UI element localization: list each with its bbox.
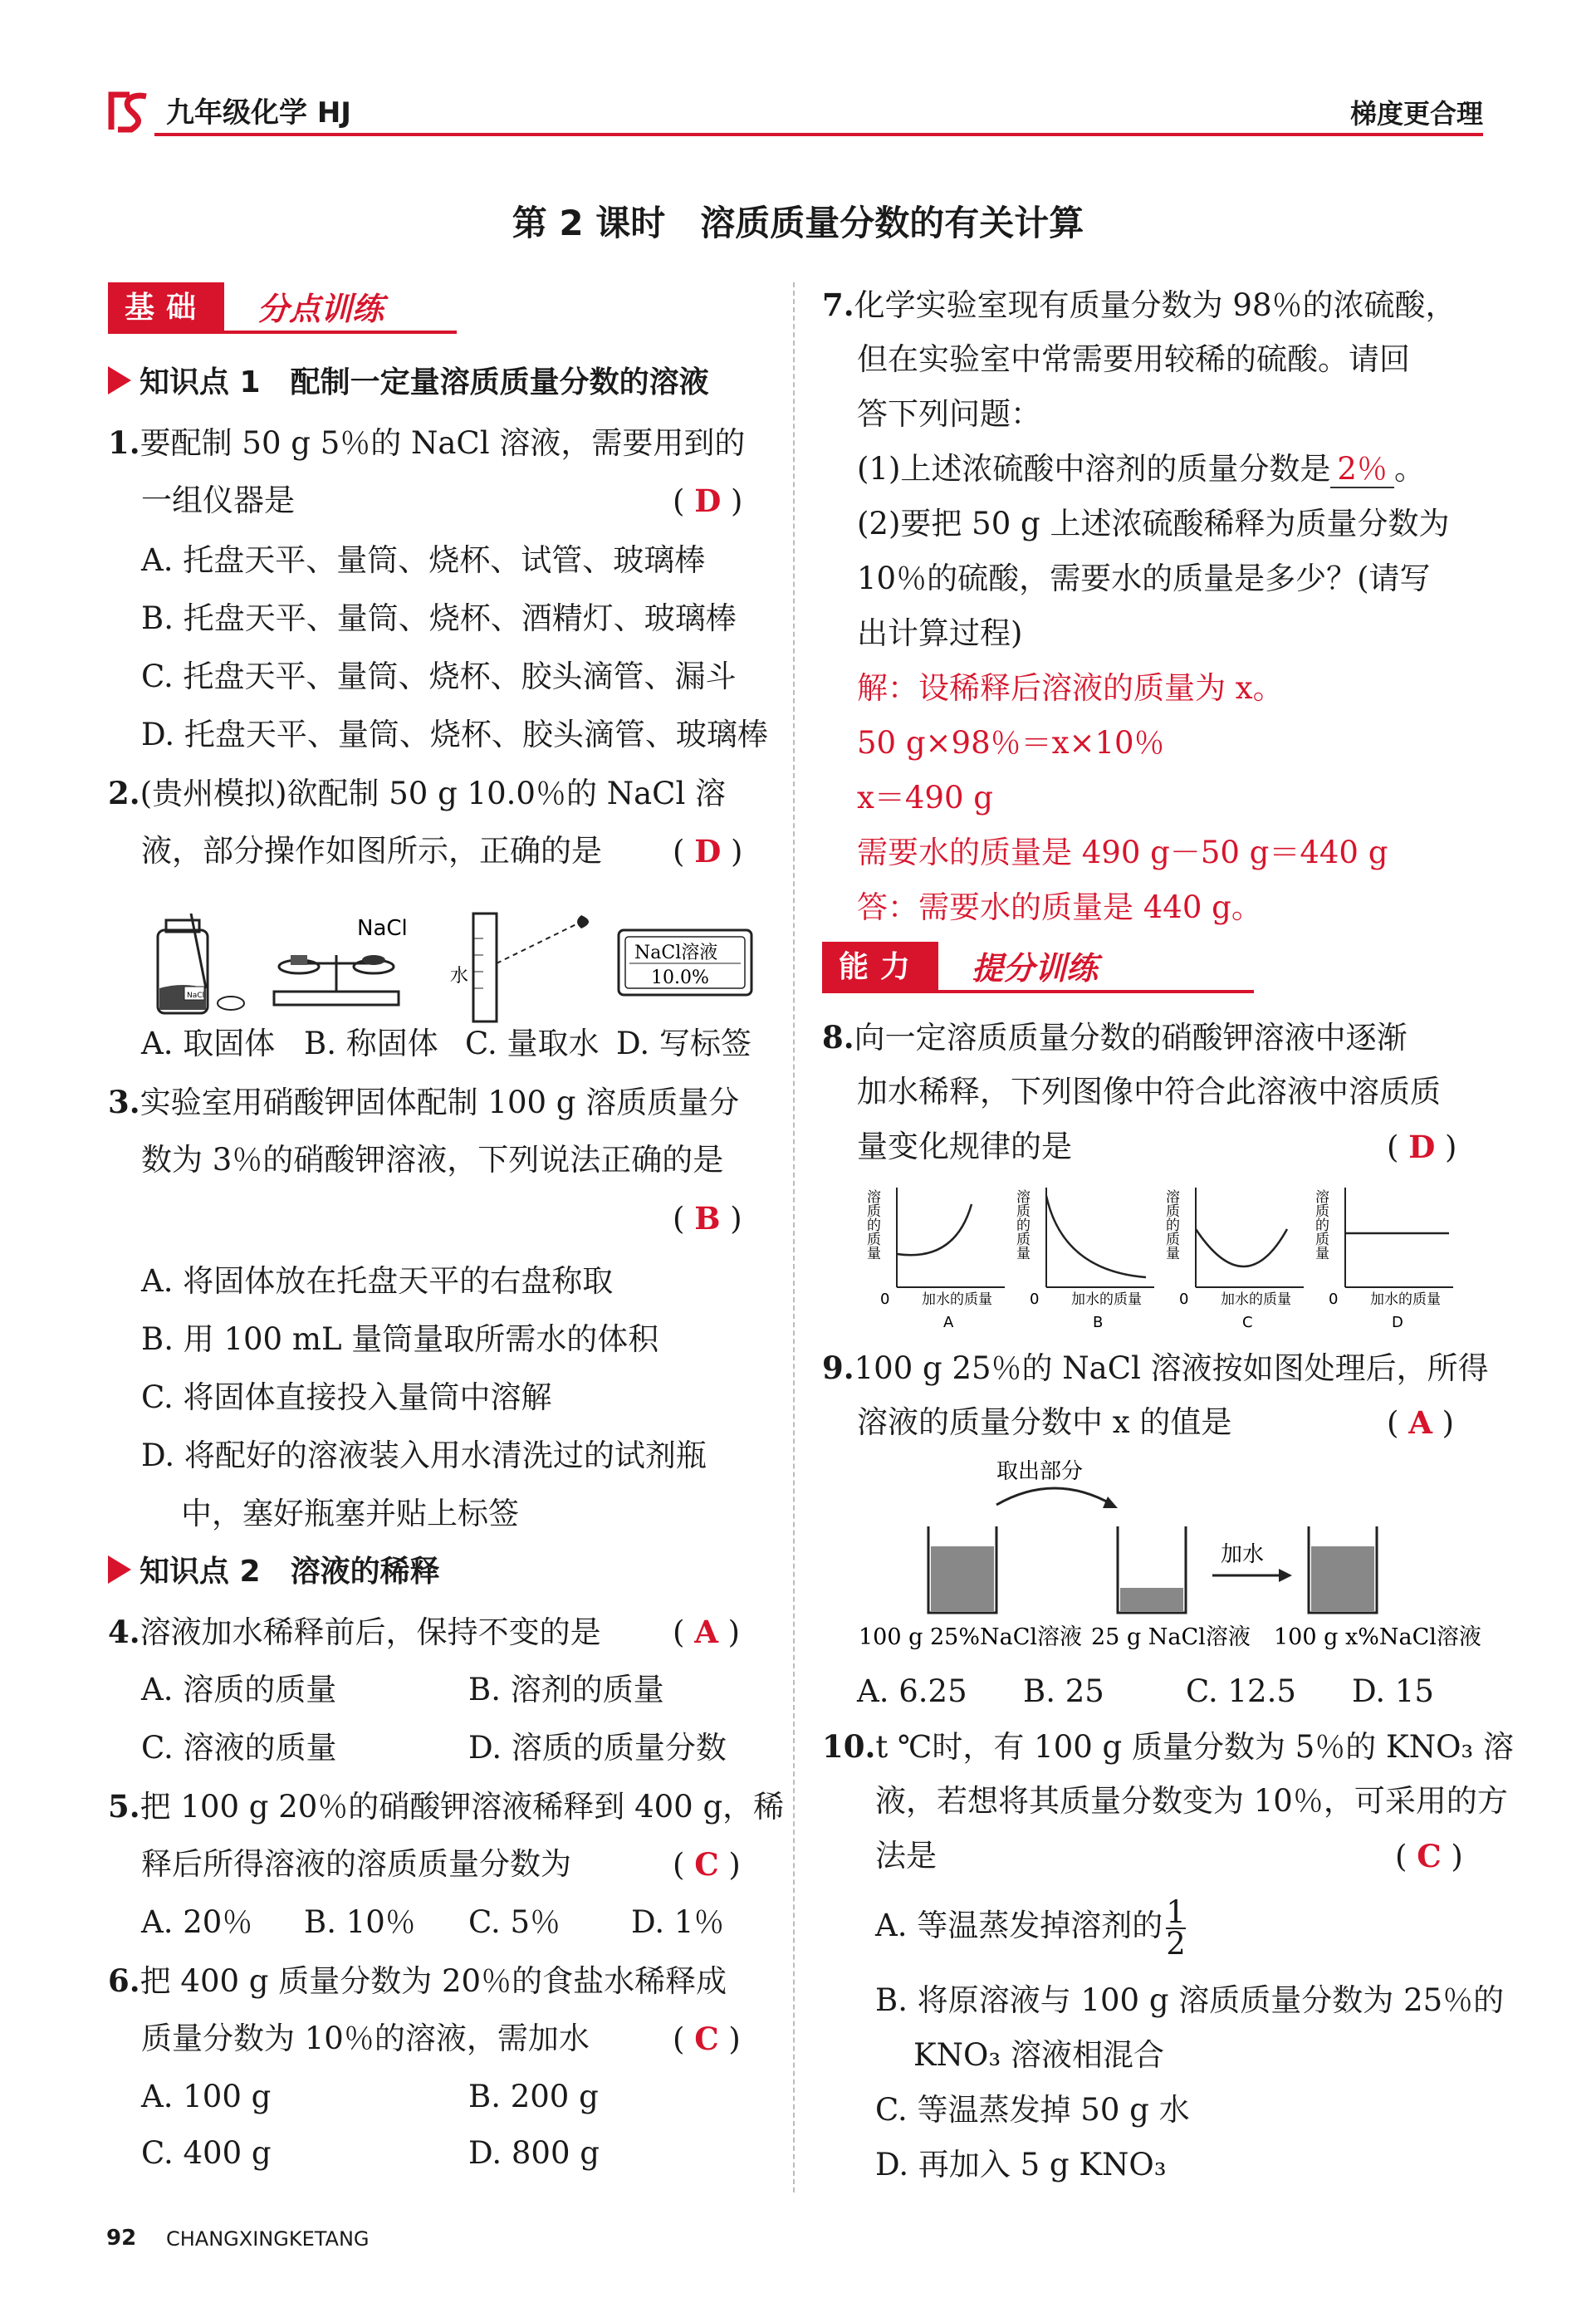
balance-nacl-label: NaCl xyxy=(357,916,408,941)
column-divider xyxy=(793,282,795,2192)
q4-option-d: D. 溶质的质量分数 xyxy=(468,1730,727,1766)
q2-option-a: A. 取固体 xyxy=(141,1026,276,1061)
question-7-line2: 但在实验室中常需要用较稀的硫酸。请回 xyxy=(857,341,1410,377)
take-out-label: 取出部分 xyxy=(996,1459,1084,1484)
q9-dilution-figure xyxy=(855,1455,1495,1654)
cylinder-water-label: 水 xyxy=(450,966,469,987)
add-water-label: 加水 xyxy=(1221,1542,1265,1567)
q4-option-b: B. 溶剂的质量 xyxy=(468,1672,664,1707)
label-card-icon xyxy=(619,930,751,995)
q7-part2-line2: 10％的硫酸，需要水的质量是多少？(请写 xyxy=(857,561,1431,596)
triangle-marker-icon xyxy=(108,1555,131,1584)
svg-text:A: A xyxy=(943,1314,954,1331)
jar-label: NaCl xyxy=(187,992,205,1000)
answer-4: ( A ) xyxy=(673,1614,741,1650)
kp-label: 知识点 1 配制一定量溶质质量分数的溶液 xyxy=(140,365,709,399)
svg-text:0: 0 xyxy=(1179,1291,1189,1308)
q6-option-d: D. 800 g xyxy=(468,2135,600,2171)
q5-option-d: D. 1％ xyxy=(631,1904,725,1940)
beaker-3-caption: 100 g x%NaCl溶液 xyxy=(1274,1624,1481,1650)
svg-text:加水的质量: 加水的质量 xyxy=(1221,1291,1291,1308)
q3-option-b: B. 用 100 mL 量筒量取所需水的体积 xyxy=(141,1321,659,1357)
q1-option-a: A. 托盘天平、量筒、烧杯、试管、玻璃棒 xyxy=(141,542,706,578)
beaker-3-icon xyxy=(1309,1526,1377,1613)
q7-part2: (2)要把 50 g 上述浓硫酸稀释为质量分数为 xyxy=(857,506,1450,541)
graph-a xyxy=(864,1188,1005,1331)
question-1-line2: 一组仪器是 xyxy=(141,483,295,518)
question-6-line2: 质量分数为 10％的溶液，需加水 xyxy=(141,2021,590,2056)
banner-tag: 基础 xyxy=(108,282,224,334)
section-banner-ability xyxy=(822,942,1254,997)
knowledge-point-2 xyxy=(108,1543,440,1601)
svg-text:溶质的质量: 溶质的质量 xyxy=(1312,1189,1329,1260)
q1-option-c: C. 托盘天平、量筒、烧杯、胶头滴管、漏斗 xyxy=(141,659,737,694)
fraction-one-half: $\frac{1}{2}$ xyxy=(1166,1893,1186,1962)
q2-option-b: B. 称固体 xyxy=(304,1026,438,1061)
question-4: 4.溶液加水稀释前后，保持不变的是 xyxy=(108,1614,601,1650)
q1-option-d: D. 托盘天平、量筒、烧杯、胶头滴管、玻璃棒 xyxy=(141,717,768,752)
q2-lab-figure xyxy=(141,905,764,1030)
answer-6: ( C ) xyxy=(673,2021,741,2057)
question-10-line2: 液，若想将其质量分数变为 10％，可采用的方 xyxy=(875,1783,1508,1819)
question-3-line2: 数为 3％的硝酸钾溶液，下列说法正确的是 xyxy=(141,1142,724,1178)
question-2-line2: 液，部分操作如图所示，正确的是 xyxy=(141,833,602,869)
q3-option-d: D. 将配好的溶液装入用水清洗过的试剂瓶 xyxy=(141,1438,707,1473)
graph-c xyxy=(1163,1188,1304,1331)
svg-text:加水的质量: 加水的质量 xyxy=(1071,1291,1142,1308)
question-9: 9.100 g 25％的 NaCl 溶液按如图处理后，所得 xyxy=(822,1350,1489,1386)
q4-option-c: C. 溶液的质量 xyxy=(141,1730,337,1766)
label-card-name: NaCl溶液 xyxy=(634,943,718,963)
header-rule xyxy=(154,133,1483,136)
svg-text:溶质的质量: 溶质的质量 xyxy=(864,1189,880,1260)
question-6: 6.把 400 g 质量分数为 20％的食盐水稀释成 xyxy=(108,1962,727,1999)
banner-subtitle: 提分训练 xyxy=(972,950,1099,987)
beaker-1-caption: 100 g 25%NaCl溶液 xyxy=(859,1624,1083,1650)
question-5: 5.把 100 g 20％的硝酸钾溶液稀释到 400 g，稀 xyxy=(108,1788,785,1825)
publisher-logo-icon xyxy=(106,88,153,135)
footer-brand: CHANGXINGKETANG xyxy=(166,2227,370,2251)
answer-8: ( D ) xyxy=(1387,1129,1457,1165)
header-slogan: 梯度更合理 xyxy=(1349,98,1483,130)
q9-option-a: A. 6.25 xyxy=(857,1673,967,1709)
q7-part2-line3: 出计算过程) xyxy=(857,615,1023,651)
q6-option-b: B. 200 g xyxy=(468,2079,599,2114)
q10-option-a: A. 等温蒸发掉溶剂的 $\frac{1}{2}$ xyxy=(875,1893,1186,1962)
q9-option-d: D. 15 xyxy=(1352,1673,1434,1709)
banner-tag: 能力 xyxy=(822,942,938,993)
triangle-marker-icon xyxy=(108,366,131,394)
question-8: 8.向一定溶质质量分数的硝酸钾溶液中逐渐 xyxy=(822,1019,1408,1056)
question-2: 2.(贵州模拟)欲配制 50 g 10.0％的 NaCl 溶 xyxy=(108,775,727,811)
q5-option-a: A. 20％ xyxy=(141,1904,253,1940)
q3-option-a: A. 将固体放在托盘天平的右盘称取 xyxy=(141,1263,614,1299)
answer-10: ( C ) xyxy=(1395,1838,1463,1874)
q3-option-c: C. 将固体直接投入量筒中溶解 xyxy=(141,1379,552,1415)
kp-label: 知识点 2 溶液的稀释 xyxy=(140,1555,440,1589)
section-banner-basic xyxy=(108,282,457,337)
svg-text:加水的质量: 加水的质量 xyxy=(922,1291,992,1308)
graph-b xyxy=(1013,1188,1154,1331)
svg-text:0: 0 xyxy=(1329,1291,1339,1308)
reagent-jar-icon xyxy=(158,914,244,1013)
question-7-line3: 答下列问题： xyxy=(857,396,1041,432)
svg-text:D: D xyxy=(1392,1314,1403,1331)
question-8-line2: 加水稀释，下列图像中符合此溶液中溶质质 xyxy=(857,1074,1441,1110)
answer-1: ( D ) xyxy=(673,483,743,519)
svg-text:C: C xyxy=(1242,1314,1253,1331)
q7-solution-line2: 50 g×98％＝x×10％ xyxy=(857,725,1165,761)
question-10: 10.t ℃时，有 100 g 质量分数为 5％的 KNO₃ 溶 xyxy=(822,1728,1514,1765)
answer-5: ( C ) xyxy=(673,1846,741,1883)
answer-2: ( D ) xyxy=(673,833,743,870)
svg-text:B: B xyxy=(1093,1314,1104,1331)
q7-part1: (1)上述浓硫酸中溶剂的质量分数是 2％ 。 xyxy=(857,451,1425,487)
balance-icon xyxy=(274,916,408,1005)
q7-solution-line3: x＝490 g xyxy=(857,780,993,816)
answer-3: ( B ) xyxy=(673,1200,742,1237)
q2-option-d: D. 写标签 xyxy=(616,1026,751,1061)
svg-text:溶质的质量: 溶质的质量 xyxy=(1163,1189,1179,1260)
q1-option-b: B. 托盘天平、量筒、烧杯、酒精灯、玻璃棒 xyxy=(141,600,737,636)
beaker-2-icon xyxy=(1118,1526,1186,1613)
svg-text:0: 0 xyxy=(880,1291,890,1308)
page-number: 92 xyxy=(106,2226,137,2251)
svg-text:溶质的质量: 溶质的质量 xyxy=(1013,1189,1030,1260)
beaker-1-icon xyxy=(928,1526,996,1613)
question-5-line2: 释后所得溶液的溶质质量分数为 xyxy=(141,1846,571,1882)
knowledge-point-1 xyxy=(108,354,709,412)
question-1: 1.要配制 50 g 5％的 NaCl 溶液，需要用到的 xyxy=(108,424,746,461)
question-8-line3: 量变化规律的是 xyxy=(857,1129,1072,1164)
q9-option-b: B. 25 xyxy=(1023,1673,1104,1709)
q3-option-d-line2: 中，塞好瓶塞并贴上标签 xyxy=(181,1496,519,1531)
q10-option-b-line2: KNO₃ 溶液相混合 xyxy=(913,2037,1164,2073)
q2-option-c: C. 量取水 xyxy=(465,1026,600,1061)
q10-option-c: C. 等温蒸发掉 50 g 水 xyxy=(875,2092,1190,2128)
q6-option-c: C. 400 g xyxy=(141,2135,272,2171)
q10-option-b: B. 将原溶液与 100 g 溶质质量分数为 25％的 xyxy=(875,1982,1505,2018)
q7-solution-line4: 需要水的质量是 490 g－50 g＝440 g xyxy=(857,835,1388,870)
q7-part1-answer: 2％ xyxy=(1330,451,1394,488)
header-grade-subject: 九年级化学 HJ xyxy=(166,96,351,130)
graph-d xyxy=(1312,1188,1453,1331)
graduated-cylinder-icon xyxy=(450,914,589,1021)
svg-text:加水的质量: 加水的质量 xyxy=(1370,1291,1441,1308)
label-card-conc: 10.0% xyxy=(651,968,709,988)
q9-option-c: C. 12.5 xyxy=(1186,1673,1296,1709)
banner-subtitle: 分点训练 xyxy=(257,291,384,327)
q10-option-d: D. 再加入 5 g KNO₃ xyxy=(875,2147,1167,2182)
answer-9: ( A ) xyxy=(1387,1404,1455,1441)
q7-solution-line1: 解：设稀释后溶液的质量为 x。 xyxy=(857,670,1284,706)
question-9-line2: 溶液的质量分数中 x 的值是 xyxy=(857,1404,1232,1440)
q4-option-a: A. 溶质的质量 xyxy=(141,1672,337,1707)
q8-graphs xyxy=(864,1179,1486,1337)
beaker-2-caption: 25 g NaCl溶液 xyxy=(1091,1624,1251,1650)
svg-text:0: 0 xyxy=(1030,1291,1040,1308)
question-7: 7.化学实验室现有质量分数为 98％的浓硫酸， xyxy=(822,287,1456,323)
q7-solution-line5: 答：需要水的质量是 440 g。 xyxy=(857,889,1262,925)
q5-option-c: C. 5％ xyxy=(468,1904,561,1940)
q5-option-b: B. 10％ xyxy=(304,1904,416,1940)
question-3: 3.实验室用硝酸钾固体配制 100 g 溶质质量分 xyxy=(108,1084,740,1120)
question-10-line3: 法是 xyxy=(875,1838,937,1874)
page-title: 第 2 课时 溶质质量分数的有关计算 xyxy=(512,203,1084,243)
q6-option-a: A. 100 g xyxy=(141,2079,272,2114)
